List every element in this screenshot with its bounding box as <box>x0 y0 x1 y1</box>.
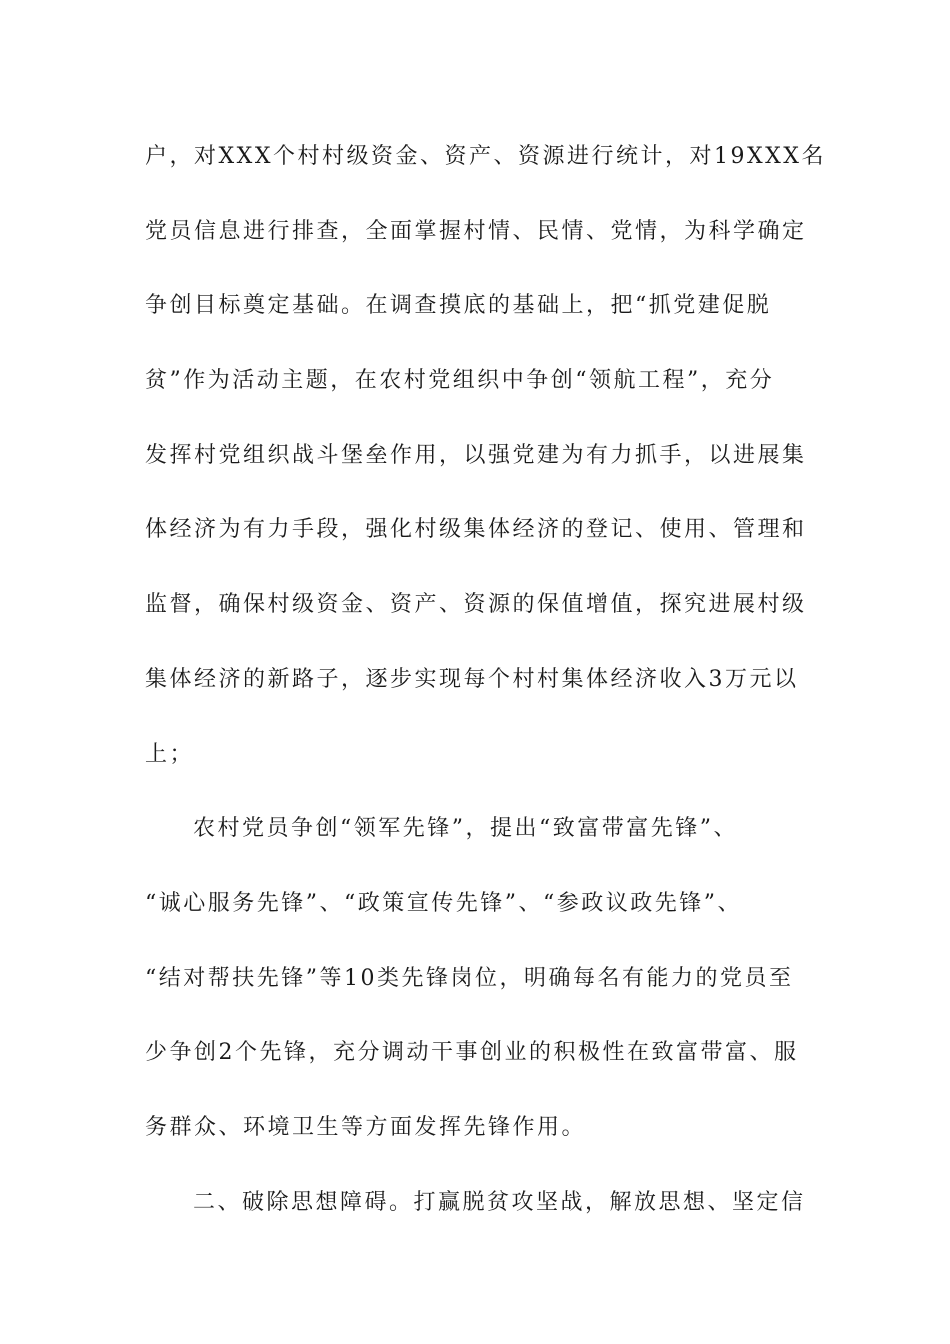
section-heading-line: 二、破除思想障碍。打赢脱贫攻坚战，解放思想、坚定信 <box>193 1189 806 1215</box>
text-line: “结对帮扶先锋”等10类先锋岗位，明确每名有能力的党员至 <box>145 965 794 991</box>
text-line: 发挥村党组织战斗堡垒作用，以强党建为有力抓手，以进展集 <box>145 442 807 468</box>
text-line: 上； <box>145 741 195 767</box>
text-line: 党员信息进行排查，全面掌握村情、民情、党情，为科学确定 <box>145 218 807 244</box>
text-line: 少争创2个先锋，充分调动干事创业的积极性在致富带富、服 <box>145 1040 799 1066</box>
text-line: 监督，确保村级资金、资产、资源的保值增值，探究进展村级 <box>145 592 807 618</box>
text-line: 争创目标奠定基础。在调查摸底的基础上，把“抓党建促脱 <box>145 293 772 319</box>
text-line: “诚心服务先锋”、“政策宣传先锋”、“参政议政先锋”、 <box>145 890 742 916</box>
text-line: 体经济为有力手段，强化村级集体经济的登记、使用、管理和 <box>145 517 807 543</box>
text-line: 集体经济的新路子，逐步实现每个村村集体经济收入3万元以 <box>145 666 799 692</box>
text-line: 户，对XXX个村村级资金、资产、资源进行统计，对19XXX名 <box>145 144 826 169</box>
document-body <box>145 120 826 1240</box>
text-line: 务群众、环境卫生等方面发挥先锋作用。 <box>145 1114 587 1140</box>
paragraph-first-line: 农村党员争创“领军先锋”，提出“致富带富先锋”、 <box>193 816 738 842</box>
text-line: 贫”作为活动主题，在农村党组织中争创“领航工程”，充分 <box>145 368 775 394</box>
